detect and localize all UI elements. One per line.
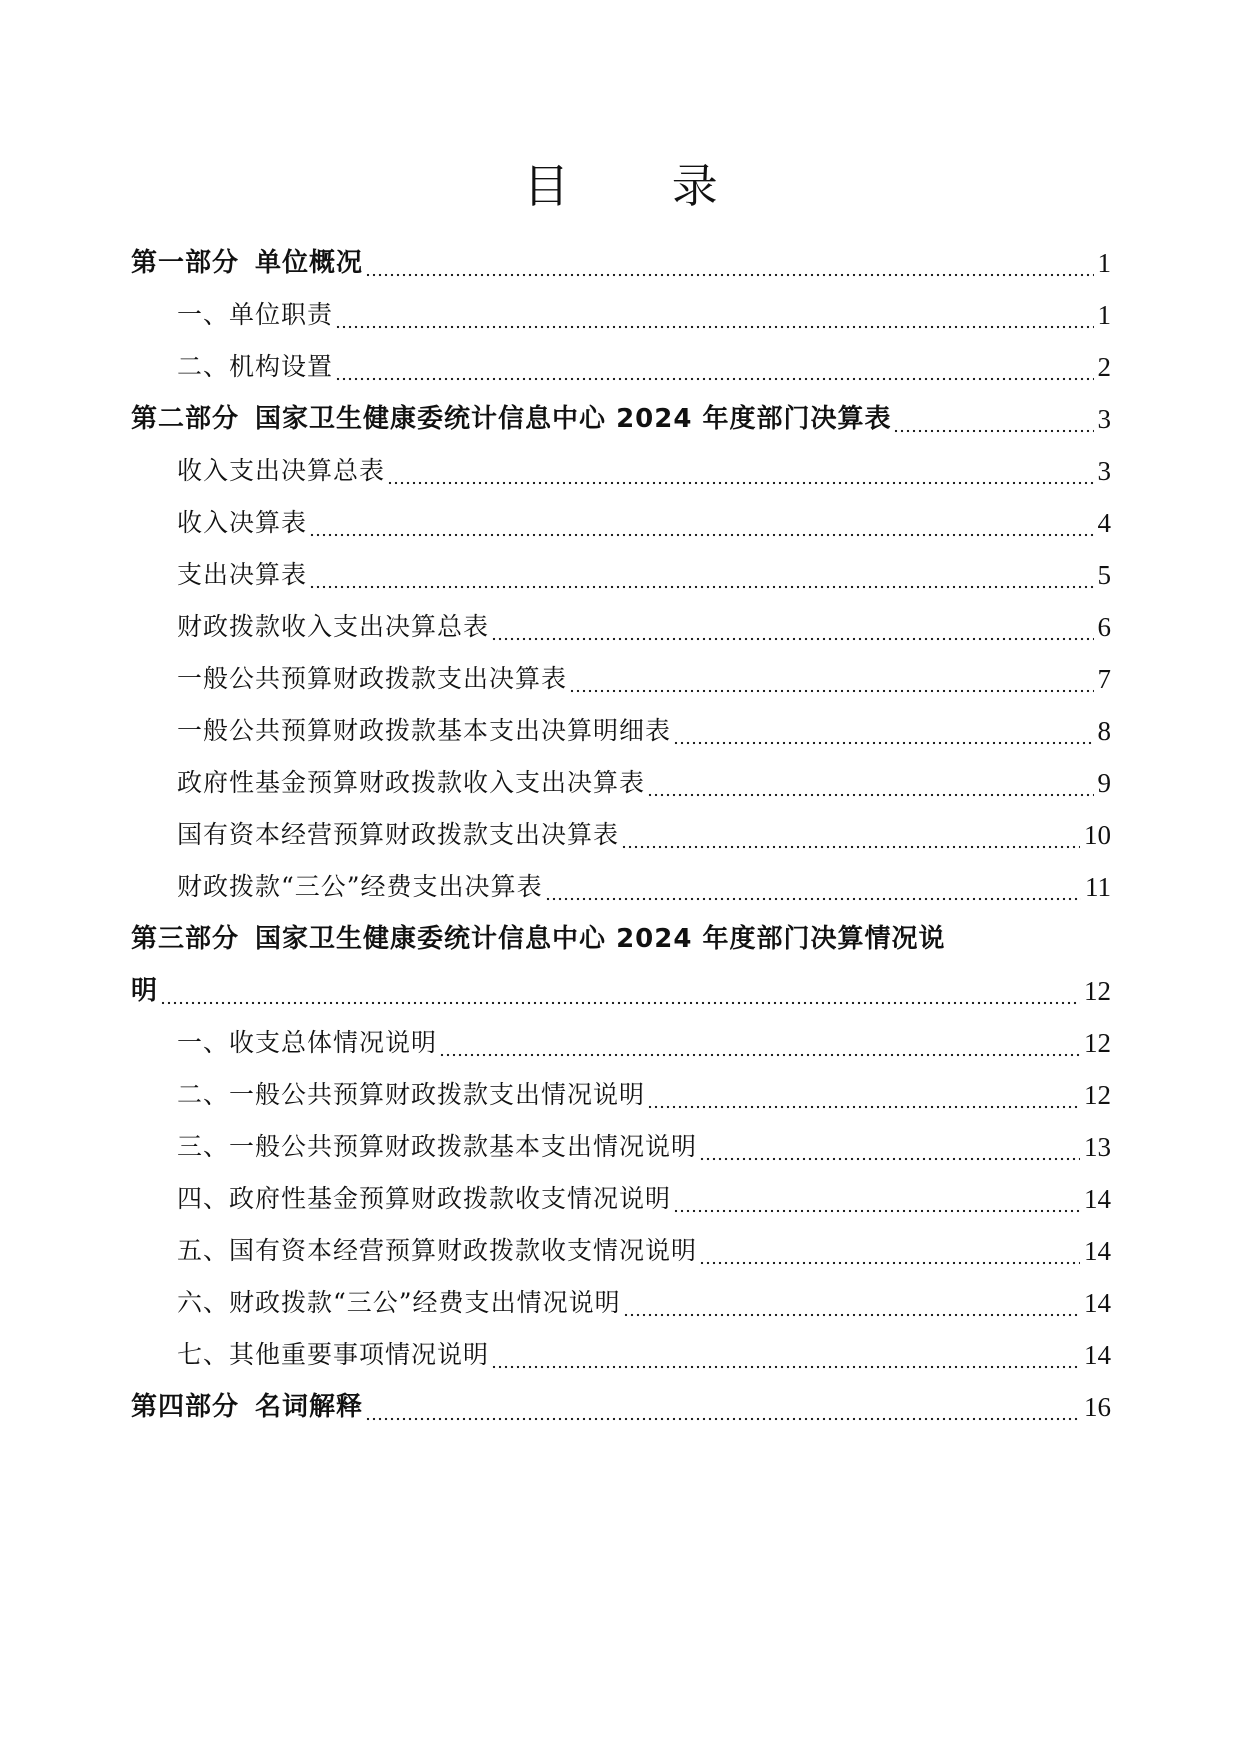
toc-item-general-budget-explanation[interactable]	[131, 1060, 1111, 1112]
toc-item-label: 六、财政拨款“三公”经费支出情况说明	[177, 1288, 621, 1317]
toc-part-label: 第四部分 名词解释	[131, 1392, 364, 1422]
toc-item-general-budget-expense[interactable]	[131, 644, 1111, 696]
toc-item-label: 财政拨款收入支出决算总表	[177, 612, 490, 641]
toc-item-label: 三、一般公共预算财政拨款基本支出情况说明	[177, 1132, 698, 1161]
dot-leader	[491, 610, 1093, 644]
dot-leader	[365, 1390, 1080, 1424]
table-of-contents	[131, 228, 1111, 1424]
toc-page-number: 7	[1097, 664, 1111, 694]
toc-part-label: 第二部分 国家卫生健康委统计信息中心 2024 年度部门决算表	[131, 404, 892, 434]
dot-leader	[491, 1338, 1080, 1372]
toc-item-label: 收入决算表	[177, 508, 308, 537]
toc-item-government-fund-explanation[interactable]	[131, 1164, 1111, 1216]
dot-leader	[647, 766, 1093, 800]
dot-leader	[335, 298, 1093, 332]
dot-leader	[569, 662, 1093, 696]
dot-leader	[335, 350, 1093, 384]
toc-page-number: 11	[1085, 872, 1111, 902]
toc-item-state-capital-explanation[interactable]	[131, 1216, 1111, 1268]
toc-page-number: 12	[1084, 1080, 1111, 1110]
toc-page-number: 12	[1084, 976, 1111, 1006]
toc-page-number: 8	[1097, 716, 1111, 746]
toc-item-overall-explanation[interactable]	[131, 1008, 1111, 1060]
dot-leader	[647, 1078, 1080, 1112]
toc-part-label: 第一部分 单位概况	[131, 248, 364, 278]
toc-item-label: 二、一般公共预算财政拨款支出情况说明	[177, 1080, 646, 1109]
dot-leader	[439, 1026, 1080, 1060]
toc-item-government-fund[interactable]	[131, 748, 1111, 800]
toc-page-number: 13	[1084, 1132, 1111, 1162]
toc-item-label: 四、政府性基金预算财政拨款收支情况说明	[177, 1184, 672, 1213]
toc-item-basic-expense-explanation[interactable]	[131, 1112, 1111, 1164]
toc-item-expense-table[interactable]	[131, 540, 1111, 592]
toc-page-number: 14	[1084, 1236, 1111, 1266]
dot-leader	[673, 1182, 1080, 1216]
toc-page-number: 14	[1084, 1340, 1111, 1370]
toc-item-label: 一、单位职责	[177, 300, 334, 329]
toc-page-number: 4	[1097, 508, 1111, 538]
toc-page-number: 14	[1084, 1184, 1111, 1214]
toc-item-label: 国有资本经营预算财政拨款支出决算表	[177, 820, 620, 849]
toc-item-label: 七、其他重要事项情况说明	[177, 1340, 490, 1369]
toc-page-number: 5	[1097, 560, 1111, 590]
toc-item-general-budget-basic-detail[interactable]	[131, 696, 1111, 748]
toc-item-organization[interactable]	[131, 332, 1111, 384]
toc-page-number: 9	[1097, 768, 1111, 798]
toc-item-unit-duties[interactable]	[131, 280, 1111, 332]
dot-leader	[621, 818, 1080, 852]
toc-item-label: 一般公共预算财政拨款基本支出决算明细表	[177, 716, 672, 745]
toc-item-income-expense-summary[interactable]	[131, 436, 1111, 488]
toc-item-label: 一、收支总体情况说明	[177, 1028, 438, 1057]
dot-leader	[623, 1286, 1080, 1320]
page-title: 目 录	[523, 159, 762, 213]
toc-page-number: 3	[1097, 404, 1111, 434]
dot-leader	[160, 974, 1080, 1008]
toc-item-label: 二、机构设置	[177, 352, 334, 381]
dot-leader	[387, 454, 1093, 488]
toc-item-other-matters[interactable]	[131, 1320, 1111, 1372]
toc-page-number: 16	[1084, 1392, 1111, 1422]
dot-leader	[699, 1130, 1080, 1164]
dot-leader	[673, 714, 1093, 748]
toc-part-1[interactable]	[131, 228, 1111, 280]
toc-item-label: 一般公共预算财政拨款支出决算表	[177, 664, 568, 693]
toc-item-three-public-expenses[interactable]	[131, 852, 1111, 904]
toc-item-label: 财政拨款“三公”经费支出决算表	[177, 872, 543, 901]
toc-page-number: 1	[1097, 300, 1111, 330]
toc-page-number: 14	[1084, 1288, 1111, 1318]
toc-page-number: 12	[1084, 1028, 1111, 1058]
toc-part-label-continued: 明	[131, 976, 159, 1006]
toc-part-2[interactable]	[131, 384, 1111, 436]
toc-item-label: 政府性基金预算财政拨款收入支出决算表	[177, 768, 646, 797]
dot-leader	[309, 558, 1093, 592]
dot-leader	[309, 506, 1093, 540]
toc-item-state-capital[interactable]	[131, 800, 1111, 852]
toc-part-label: 第三部分 国家卫生健康委统计信息中心 2024 年度部门决算情况说	[131, 924, 946, 954]
dot-leader	[699, 1234, 1080, 1268]
toc-page-number: 6	[1097, 612, 1111, 642]
toc-page-number: 3	[1097, 456, 1111, 486]
toc-item-three-public-explanation[interactable]	[131, 1268, 1111, 1320]
toc-page-number: 1	[1097, 248, 1111, 278]
toc-page-number: 10	[1084, 820, 1111, 850]
toc-item-fiscal-summary[interactable]	[131, 592, 1111, 644]
toc-page-number: 2	[1097, 352, 1111, 382]
toc-item-label: 支出决算表	[177, 560, 308, 589]
toc-item-income-table[interactable]	[131, 488, 1111, 540]
dot-leader	[545, 870, 1081, 904]
toc-item-label: 收入支出决算总表	[177, 456, 386, 485]
dot-leader	[893, 402, 1093, 436]
dot-leader	[365, 246, 1093, 280]
toc-part-4[interactable]	[131, 1372, 1111, 1424]
toc-item-label: 五、国有资本经营预算财政拨款收支情况说明	[177, 1236, 698, 1265]
toc-part-3[interactable]	[131, 904, 1111, 1008]
